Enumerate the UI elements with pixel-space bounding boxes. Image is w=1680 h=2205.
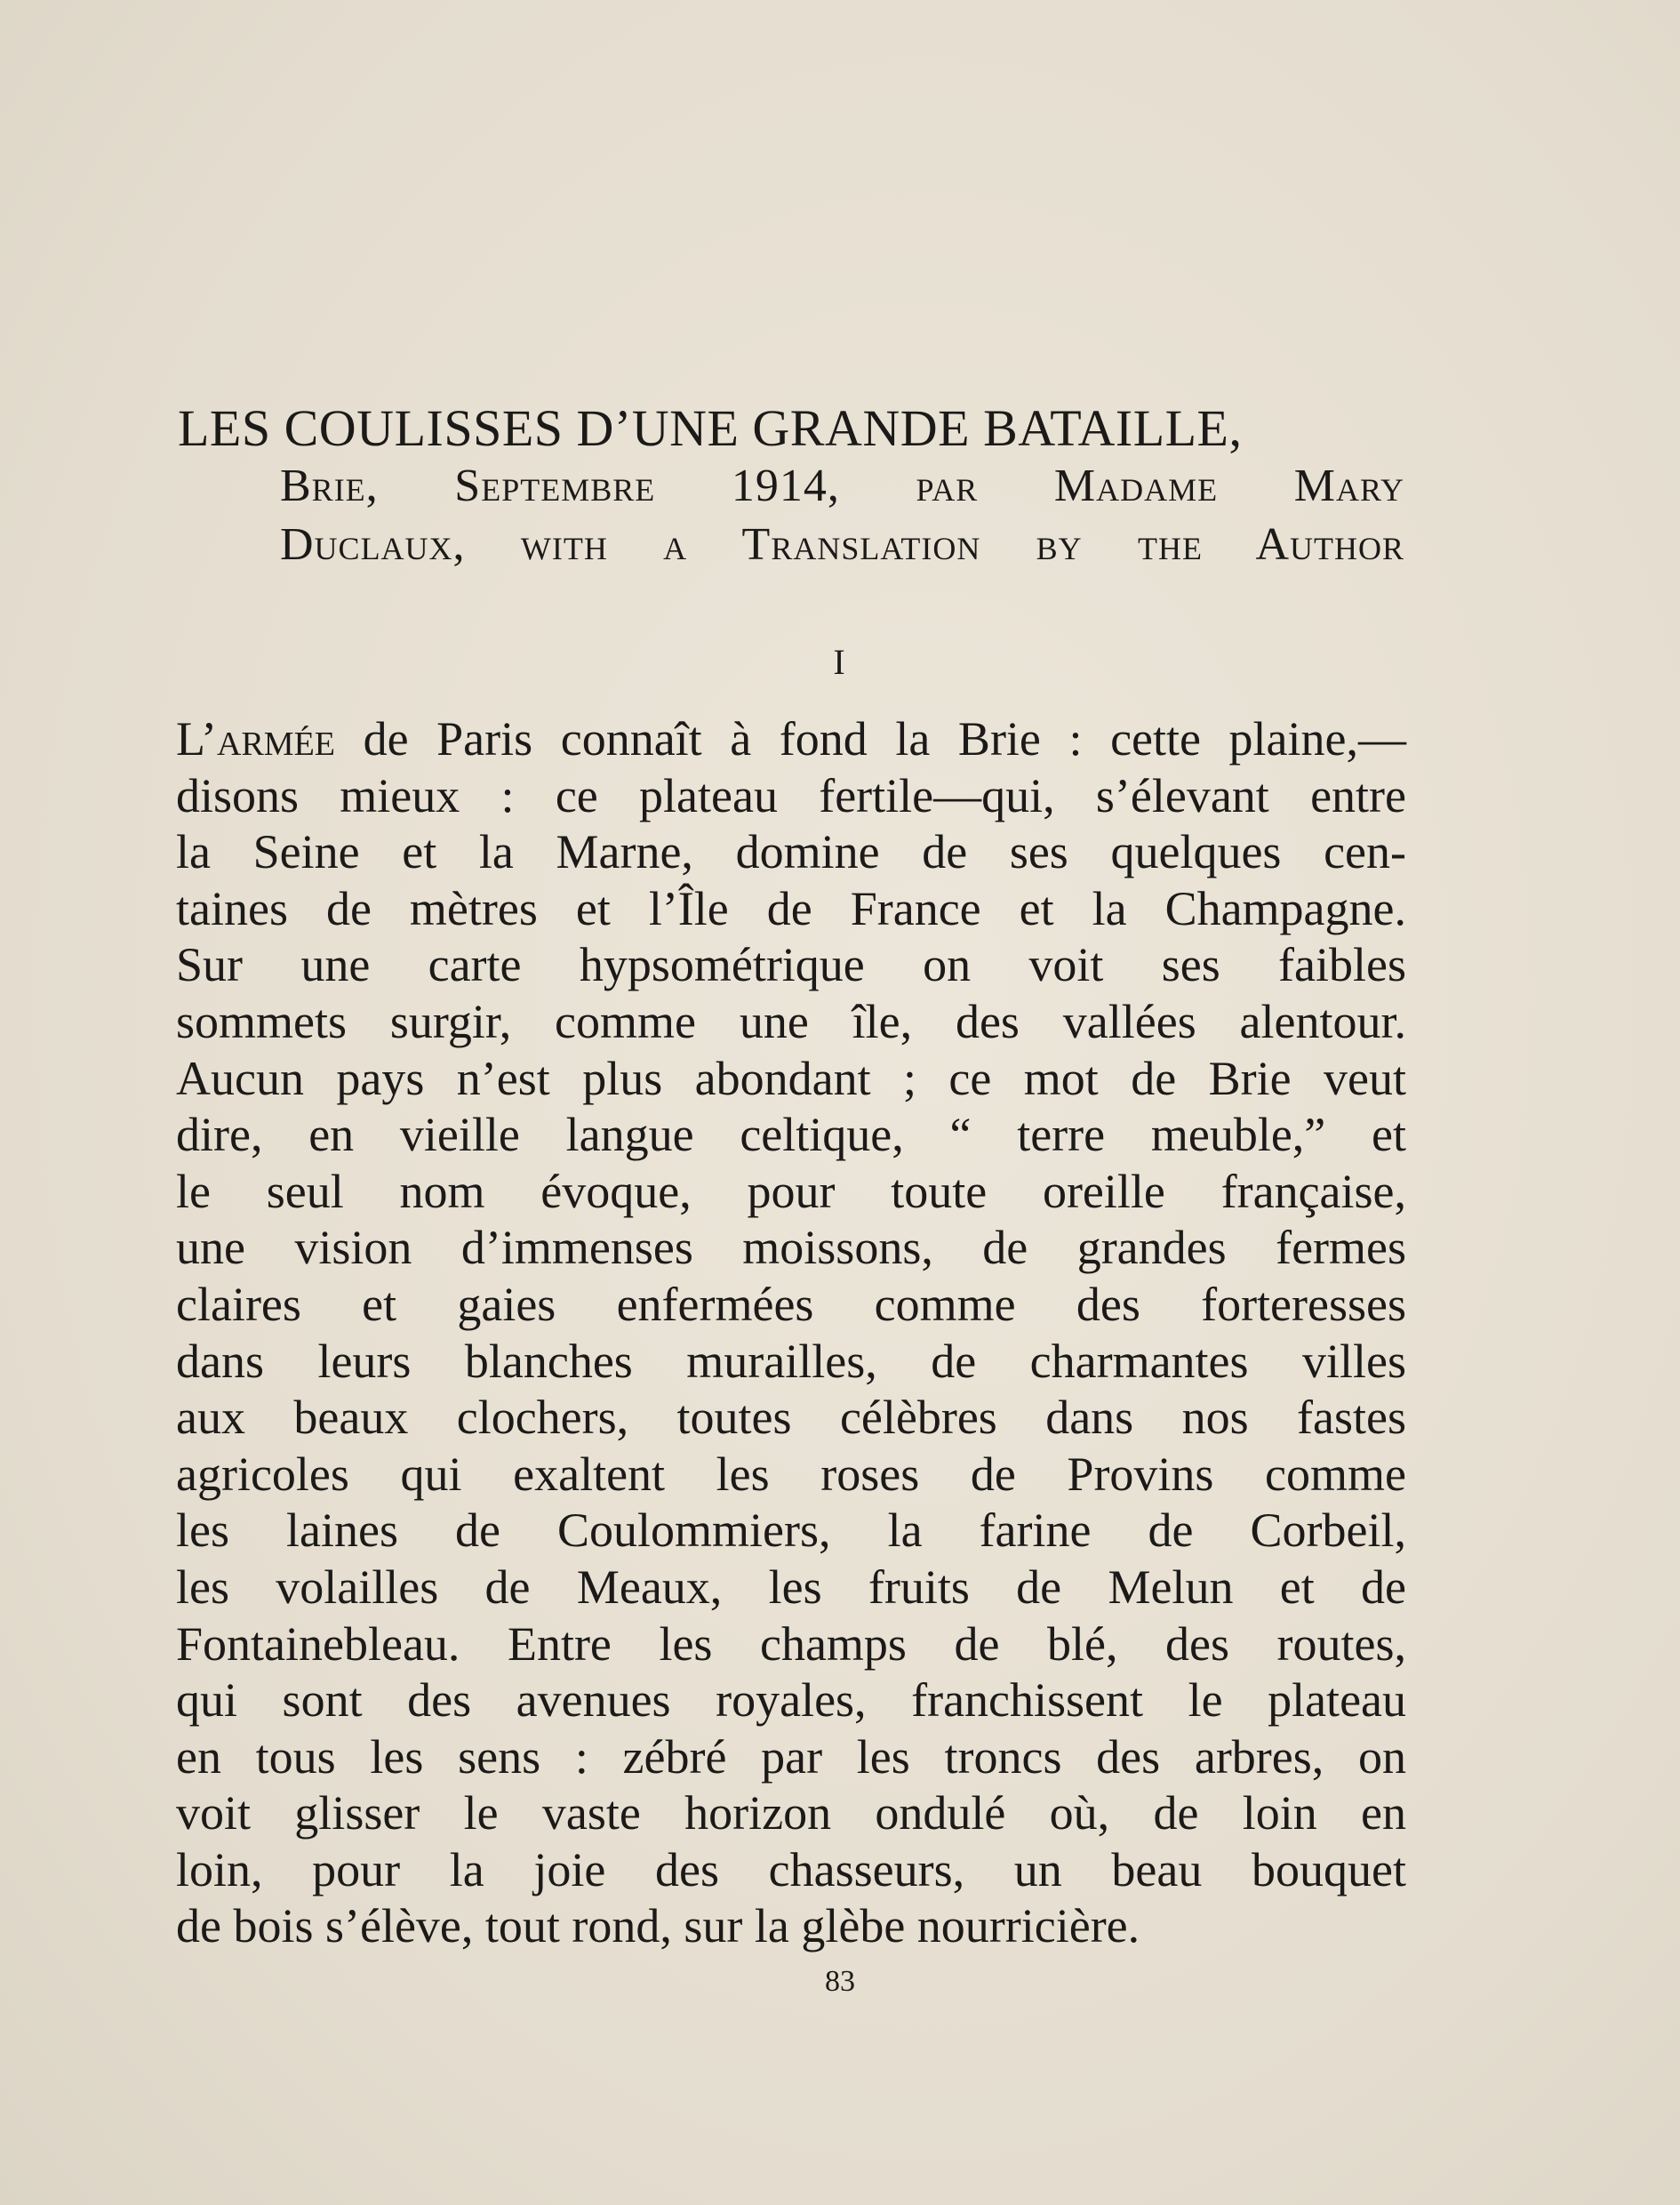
page-number: 83 [825,1965,855,1998]
text-line-19: en tous les sens : zébré par les troncs des arbres, on [176,1729,1406,1784]
text-line-14: agricoles qui exaltent les roses de Provins comme [176,1447,1406,1501]
text-line-1-rest: de Paris connaît à fond la Brie : cette plaine,— [335,712,1406,766]
text-line-8: dire, en vieille langue celtique, “ terre meuble,” et [176,1108,1406,1162]
text-line-16: les volailles de Meaux, les fruits de Melun et de [176,1560,1406,1614]
text-line-5: Sur une carte hypsométrique on voit ses faibles [176,938,1406,992]
body-paragraph [176,711,1406,1955]
section-numeral: I [833,642,847,682]
text-line-21: loin, pour la joie des chasseurs, un beau bouquet [176,1842,1406,1896]
chapter-subtitle-line-2: Duclaux, with a Translation by the Author [280,519,1404,570]
chapter-title: LES COULISSES D’UNE GRANDE BATAILLE, [178,399,1243,457]
chapter-subtitle-line-1: Brie, Septembre 1914, par Madame Mary [280,461,1404,511]
text-line-15: les laines de Coulommiers, la farine de Corbeil, [176,1503,1406,1558]
text-line-22: de bois s’élève, tout rond, sur la glèbe nourricière. [176,1899,1140,1953]
lead-in-small-caps: L’armée [176,712,336,766]
text-line-13: aux beaux clochers, toutes célèbres dans nos fastes [176,1391,1406,1445]
text-line-20: voit glisser le vaste horizon ondulé où, de loin en [176,1786,1406,1840]
text-line-17: Fontainebleau. Entre les champs de blé, des routes, [176,1616,1406,1671]
text-line-11: claires et gaies enfermées comme des forteresses [176,1277,1406,1331]
text-line-9: le seul nom évoque, pour toute oreille française, [176,1164,1406,1218]
text-line-7: Aucun pays n’est plus abondant ; ce mot de Brie veut [176,1051,1406,1105]
text-line-2: disons mieux : ce plateau fertile—qui, s’élevant entre [176,768,1406,822]
text-line-18: qui sont des avenues royales, franchissent le plateau [176,1673,1406,1728]
text-line-3: la Seine et la Marne, domine de ses quelques cen- [176,825,1406,879]
chapter-heading [178,400,1404,574]
text-line-12: dans leurs blanches murailles, de charmantes villes [176,1334,1406,1388]
text-line-6: sommets surgir, comme une île, des vallées alentour. [176,994,1406,1048]
text-line-10: une vision d’immenses moissons, de grandes fermes [176,1221,1406,1275]
text-line-4: taines de mètres et l’Île de France et la Champagne. [176,881,1406,935]
text-line-1 [176,711,1406,768]
